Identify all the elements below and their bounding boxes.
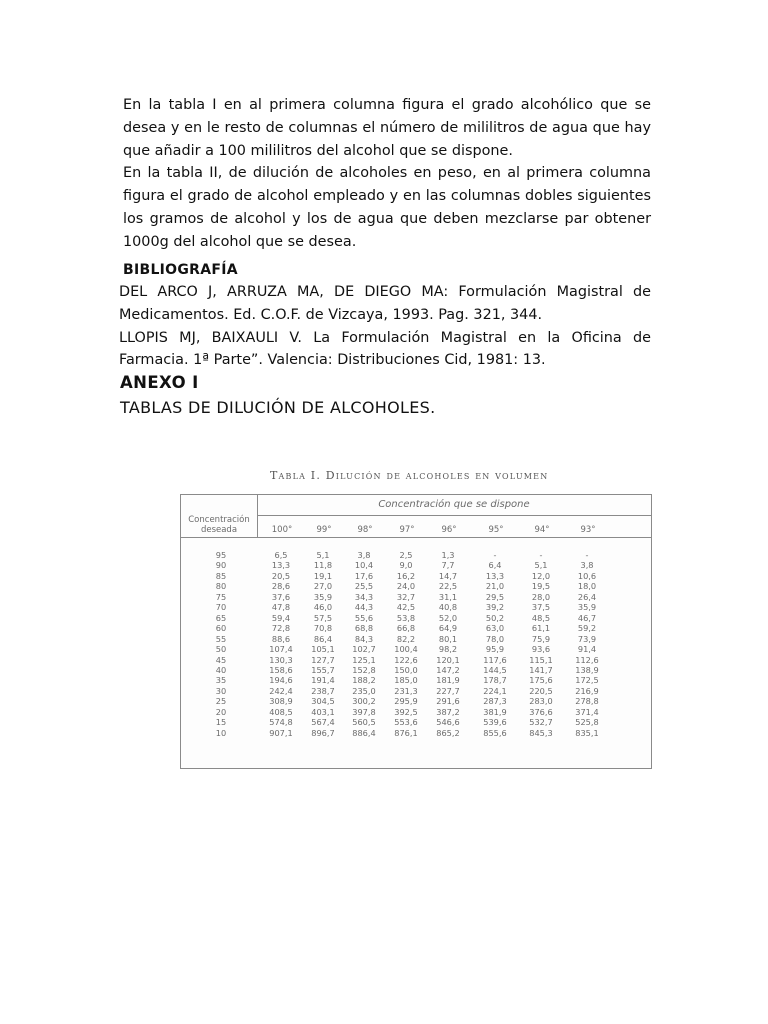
table-cell: 14,7: [438, 570, 458, 581]
table-row: [181, 707, 651, 717]
table-cell: 227,7: [436, 685, 460, 696]
table-row: [181, 623, 651, 633]
bibliography-entry: LLOPIS MJ, BAIXAULI V. La Formulación Magistral en la Oficina de Farmacia. 1ª Parte”. Valencia: Distribuciones Cid, 1981: 13.: [119, 329, 651, 369]
table-cell: 53,8: [396, 612, 416, 623]
table-cell: 304,5: [311, 696, 335, 707]
table-cell: 3,8: [580, 560, 594, 571]
table-cell: 392,5: [394, 706, 418, 717]
table-cell: 11,8: [313, 560, 333, 571]
table-cell: 86,4: [313, 633, 333, 644]
table-cell: 13,3: [271, 560, 291, 571]
table-cell: 376,6: [529, 706, 553, 717]
table-cell: 42,5: [396, 602, 416, 613]
table-cell: 64,9: [438, 623, 458, 634]
table-cell: 115,1: [529, 654, 553, 665]
table-cell: 10,6: [577, 570, 597, 581]
table-cell: 20,5: [271, 570, 291, 581]
table-cell: 896,7: [311, 727, 335, 738]
table-cell: 6,4: [488, 560, 502, 571]
table-cell: 98,2: [438, 644, 458, 655]
table-cell: 50,2: [485, 612, 505, 623]
table-row-label: 95: [215, 550, 227, 560]
table-cell: 59,2: [577, 623, 597, 634]
table-cell: 220,5: [529, 685, 553, 696]
table-group-header: Concentración que se dispone: [378, 499, 530, 510]
table-column-header: 94°: [534, 525, 550, 535]
table-cell: 22,5: [438, 581, 458, 592]
table-cell: 224,1: [483, 685, 507, 696]
table-cell: 532,7: [529, 717, 553, 728]
table-row: [181, 717, 651, 727]
table-cell: 291,6: [436, 696, 460, 707]
table-cell: 48,5: [531, 612, 551, 623]
table-cell: 855,6: [483, 727, 507, 738]
table-row: [181, 581, 651, 591]
table-row: [181, 634, 651, 644]
table-cell: 553,6: [394, 717, 418, 728]
table-cell: 93,6: [531, 644, 551, 655]
table-cell: 147,2: [436, 664, 460, 675]
table-cell: 188,2: [352, 675, 376, 686]
table-row: [181, 644, 651, 654]
table-cell: 46,0: [313, 602, 333, 613]
table-row-label: 45: [215, 654, 227, 665]
table-cell: -: [585, 550, 589, 560]
intro-paragraph-2: En la tabla II, de dilución de alcoholes en peso, en al primera columna figura el grado de alcohol empleado y en las columnas dobles siguientes los gramos de alcohol y los de agua que deben mezclarse par obtener 1000g del alcohol que se desea.: [123, 165, 651, 250]
table-cell: 34,3: [354, 591, 374, 602]
table-cell: 84,3: [354, 633, 374, 644]
table-row-label: 50: [215, 644, 227, 655]
table-row-label: 10: [215, 727, 227, 738]
table-cell: 47,8: [271, 602, 291, 613]
table-cell: 9,0: [399, 560, 413, 571]
table-cell: 865,2: [436, 727, 460, 738]
table-column-header: 96°: [441, 525, 457, 535]
bibliography-entry: DEL ARCO J, ARRUZA MA, DE DIEGO MA: Formulación Magistral de Medicamentos. Ed. C.O.F. de Vizcaya, 1993. Pag. 321, 344.: [119, 284, 651, 323]
table-row-label: 55: [215, 633, 227, 644]
table-cell: 408,5: [269, 706, 293, 717]
table-cell: 242,4: [269, 685, 293, 696]
table-row: [181, 560, 651, 570]
table-cell: 13,3: [485, 570, 505, 581]
table-cell: 287,3: [483, 696, 507, 707]
table-cell: 17,6: [354, 570, 374, 581]
table-cell: 546,6: [436, 717, 460, 728]
intro-text: [123, 94, 651, 254]
table-column-header: 93°: [580, 525, 596, 535]
table-column-header: 99°: [316, 525, 332, 535]
table-cell: 29,5: [485, 591, 505, 602]
table-cell: 19,1: [313, 570, 333, 581]
table-cell: 283,0: [529, 696, 553, 707]
table-cell: 181,9: [436, 675, 460, 686]
bibliography-title: BIBLIOGRAFÍA: [123, 262, 238, 278]
table-column-header: 100°: [271, 525, 293, 535]
table-cell: 120,1: [436, 654, 460, 665]
table-cell: 295,9: [394, 696, 418, 707]
table-cell: 127,7: [311, 654, 335, 665]
table-cell: 52,0: [438, 612, 458, 623]
table-cell: 381,9: [483, 706, 507, 717]
table-cell: 24,0: [396, 581, 416, 592]
table-cell: 95,9: [485, 644, 505, 655]
table-row-label: 20: [215, 706, 227, 717]
table-column-header: 95°: [488, 525, 504, 535]
table-cell: 403,1: [311, 706, 335, 717]
table-cell: 59,4: [271, 612, 291, 623]
table-cell: 567,4: [311, 717, 335, 728]
table-cell: 55,6: [354, 612, 374, 623]
table-cell: 907,1: [269, 727, 293, 738]
table-cell: 235,0: [352, 685, 376, 696]
table-cell: 216,9: [575, 685, 599, 696]
table-row: [181, 686, 651, 696]
table-cell: 6,5: [274, 550, 288, 560]
table-cell: 102,7: [352, 644, 376, 655]
table-row-label: 65: [215, 612, 227, 623]
table-cell: 175,6: [529, 675, 553, 686]
table-cell: 238,7: [311, 685, 335, 696]
table-row-header: Concentración deseada: [188, 515, 250, 535]
table-row-label: 60: [215, 623, 227, 634]
table-cell: 876,1: [394, 727, 418, 738]
table-cell: 80,1: [438, 633, 458, 644]
table-cell: 1,3: [441, 550, 455, 560]
table-cell: 125,1: [352, 654, 376, 665]
table-cell: 191,4: [311, 675, 335, 686]
table-row-label: 85: [215, 570, 227, 581]
table-cell: 3,8: [357, 550, 371, 560]
table-cell: 40,8: [438, 602, 458, 613]
table-cell: 28,6: [271, 581, 291, 592]
table-row: [181, 592, 651, 602]
table-cell: 371,4: [575, 706, 599, 717]
table-cell: 91,4: [577, 644, 597, 655]
table-cell: 16,2: [396, 570, 416, 581]
table-cell: -: [493, 550, 497, 560]
table-cell: 155,7: [311, 664, 335, 675]
dilution-table: [180, 494, 652, 769]
table-row: [181, 665, 651, 675]
table-cell: 387,2: [436, 706, 460, 717]
table-cell: 12,0: [531, 570, 551, 581]
table-cell: 525,8: [575, 717, 599, 728]
table-cell: 560,5: [352, 717, 376, 728]
table-cell: 117,6: [483, 654, 507, 665]
table-cell: 300,2: [352, 696, 376, 707]
table-cell: 61,1: [531, 623, 551, 634]
table-cell: 278,8: [575, 696, 599, 707]
table-cell: 63,0: [485, 623, 505, 634]
table-row-label: 30: [215, 685, 227, 696]
table-cell: 26,4: [577, 591, 597, 602]
table-cell: 835,1: [575, 727, 599, 738]
table-row: [181, 728, 651, 738]
table-cell: 231,3: [394, 685, 418, 696]
table-cell: 73,9: [577, 633, 597, 644]
table-column-header: 98°: [357, 525, 373, 535]
intro-paragraph-1: En la tabla I en al primera columna figura el grado alcohólico que se desea y en le resto de columnas el número de mililitros de agua que hay que añadir a 100 mililitros del alcohol que se dispone.: [123, 97, 651, 159]
table-cell: 141,7: [529, 664, 553, 675]
table-cell: 107,4: [269, 644, 293, 655]
table-row: [181, 675, 651, 685]
table-row-label: 40: [215, 664, 227, 675]
table-cell: 25,5: [354, 581, 374, 592]
table-row: [181, 696, 651, 706]
table-cell: 37,5: [531, 602, 551, 613]
table-row-label: 35: [215, 675, 227, 686]
table-cell: 105,1: [311, 644, 335, 655]
table-cell: 138,9: [575, 664, 599, 675]
table-cell: 57,5: [313, 612, 333, 623]
table-row: [181, 571, 651, 581]
annex-title: ANEXO I: [120, 373, 199, 392]
table-cell: 37,6: [271, 591, 291, 602]
table-cell: 70,8: [313, 623, 333, 634]
table-cell: 18,0: [577, 581, 597, 592]
table-cell: 112,6: [575, 654, 599, 665]
bibliography-list: [119, 281, 651, 372]
table-column-header: 97°: [399, 525, 415, 535]
table-cell: 27,0: [313, 581, 333, 592]
table-cell: 144,5: [483, 664, 507, 675]
table-cell: 130,3: [269, 654, 293, 665]
table-cell: -: [539, 550, 543, 560]
table-cell: 886,4: [352, 727, 376, 738]
table-cell: 28,0: [531, 591, 551, 602]
header-bottom-divider: [181, 537, 651, 538]
table-cell: 150,0: [394, 664, 418, 675]
table-cell: 539,6: [483, 717, 507, 728]
table-cell: 32,7: [396, 591, 416, 602]
table-cell: 66,8: [396, 623, 416, 634]
table-row: [181, 655, 651, 665]
table-header: [181, 495, 651, 537]
table-cell: 845,3: [529, 727, 553, 738]
table-cell: 185,0: [394, 675, 418, 686]
table-cell: 31,1: [438, 591, 458, 602]
table-cell: 21,0: [485, 581, 505, 592]
table-cell: 194,6: [269, 675, 293, 686]
table-cell: 72,8: [271, 623, 291, 634]
table-cell: 5,1: [534, 560, 548, 571]
table-row-label: 70: [215, 602, 227, 613]
table-row-label: 90: [215, 560, 227, 571]
table-cell: 574,8: [269, 717, 293, 728]
table-row: [181, 613, 651, 623]
table-row-label: 25: [215, 696, 227, 707]
table-cell: 397,8: [352, 706, 376, 717]
table-cell: 308,9: [269, 696, 293, 707]
table-cell: 39,2: [485, 602, 505, 613]
table-cell: 158,6: [269, 664, 293, 675]
table-cell: 7,7: [441, 560, 455, 571]
table-cell: 152,8: [352, 664, 376, 675]
table-cell: 172,5: [575, 675, 599, 686]
table-cell: 68,8: [354, 623, 374, 634]
table-cell: 19,5: [531, 581, 551, 592]
table-cell: 35,9: [313, 591, 333, 602]
table-cell: 75,9: [531, 633, 551, 644]
header-divider: [257, 515, 651, 516]
table-row-label: 15: [215, 717, 227, 728]
table-cell: 5,1: [316, 550, 330, 560]
table-row-label: 75: [215, 591, 227, 602]
table-row-label: 80: [215, 581, 227, 592]
table-cell: 46,7: [577, 612, 597, 623]
table-cell: 88,6: [271, 633, 291, 644]
table-cell: 78,0: [485, 633, 505, 644]
table-cell: 178,7: [483, 675, 507, 686]
table-row: [181, 602, 651, 612]
table-row: [181, 550, 651, 560]
table-cell: 122,6: [394, 654, 418, 665]
annex-subtitle: TABLAS DE DILUCIÓN DE ALCOHOLES.: [120, 398, 436, 417]
table-cell: 82,2: [396, 633, 416, 644]
table-cell: 2,5: [399, 550, 413, 560]
table-cell: 10,4: [354, 560, 374, 571]
table-caption: Tabla I. Dilución de alcoholes en volumen: [270, 469, 549, 482]
table-cell: 100,4: [394, 644, 418, 655]
table-cell: 44,3: [354, 602, 374, 613]
table-cell: 35,9: [577, 602, 597, 613]
